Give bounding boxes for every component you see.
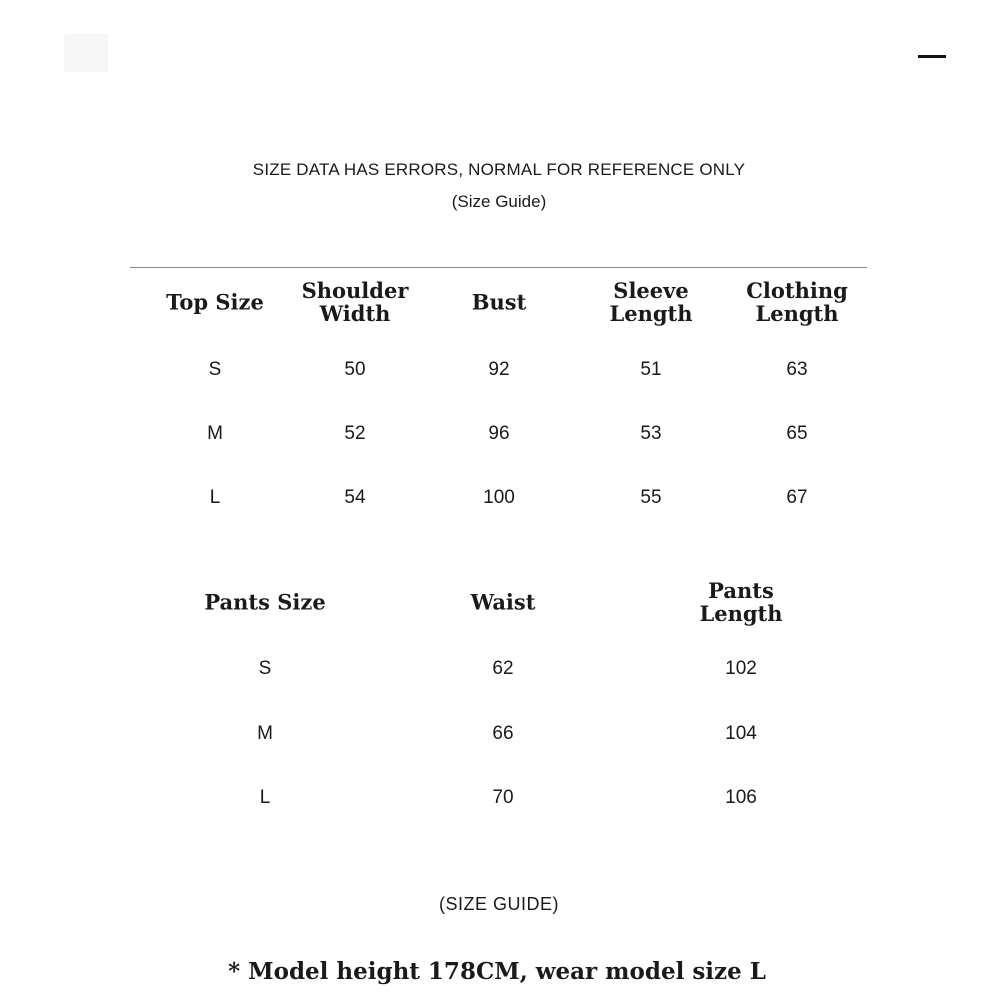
size-label: M [207, 423, 223, 444]
table-cell: 50 [344, 359, 366, 380]
table-cell: 92 [488, 359, 510, 380]
top-table-header: Bust [471, 289, 527, 315]
table-divider [130, 267, 867, 268]
table-cell: 52 [344, 423, 366, 444]
table-cell: 62 [492, 658, 514, 679]
table-cell: 53 [640, 423, 662, 444]
table-cell: 55 [640, 487, 662, 508]
size-guide-label: (SIZE GUIDE) [438, 894, 559, 914]
table-cell: 100 [483, 487, 515, 508]
table-cell: 65 [786, 423, 808, 444]
pants-table-header: Pants Length [699, 578, 783, 626]
table-cell: 63 [786, 359, 808, 380]
size-label: L [209, 487, 221, 508]
table-cell: 54 [344, 487, 366, 508]
top-table-header: Clothing Length [746, 278, 848, 326]
top-table-header: Top Size [166, 289, 264, 315]
size-guide-subtitle: (Size Guide) [451, 192, 547, 211]
size-label: S [208, 359, 222, 380]
model-info-note: * Model height 178CM, wear model size L [228, 958, 766, 985]
pants-table-header: Pants Size [204, 589, 326, 615]
size-label: L [259, 787, 271, 808]
table-cell: 70 [492, 787, 514, 808]
top-table-header: Sleeve Length [609, 278, 693, 326]
size-label: M [257, 723, 273, 744]
menu-dash-icon[interactable] [918, 55, 946, 58]
table-cell: 51 [640, 359, 662, 380]
size-label: S [258, 658, 272, 679]
table-cell: 96 [488, 423, 510, 444]
brand-logo-mark [64, 34, 108, 72]
top-table-header: Shoulder Width [301, 278, 409, 326]
table-cell: 106 [725, 787, 757, 808]
size-disclaimer: SIZE DATA HAS ERRORS, NORMAL FOR REFERENCE ONLY [252, 160, 746, 179]
table-cell: 102 [725, 658, 757, 679]
pants-table-header: Waist [470, 589, 536, 615]
table-cell: 104 [725, 723, 757, 744]
table-cell: 67 [786, 487, 808, 508]
table-cell: 66 [492, 723, 514, 744]
